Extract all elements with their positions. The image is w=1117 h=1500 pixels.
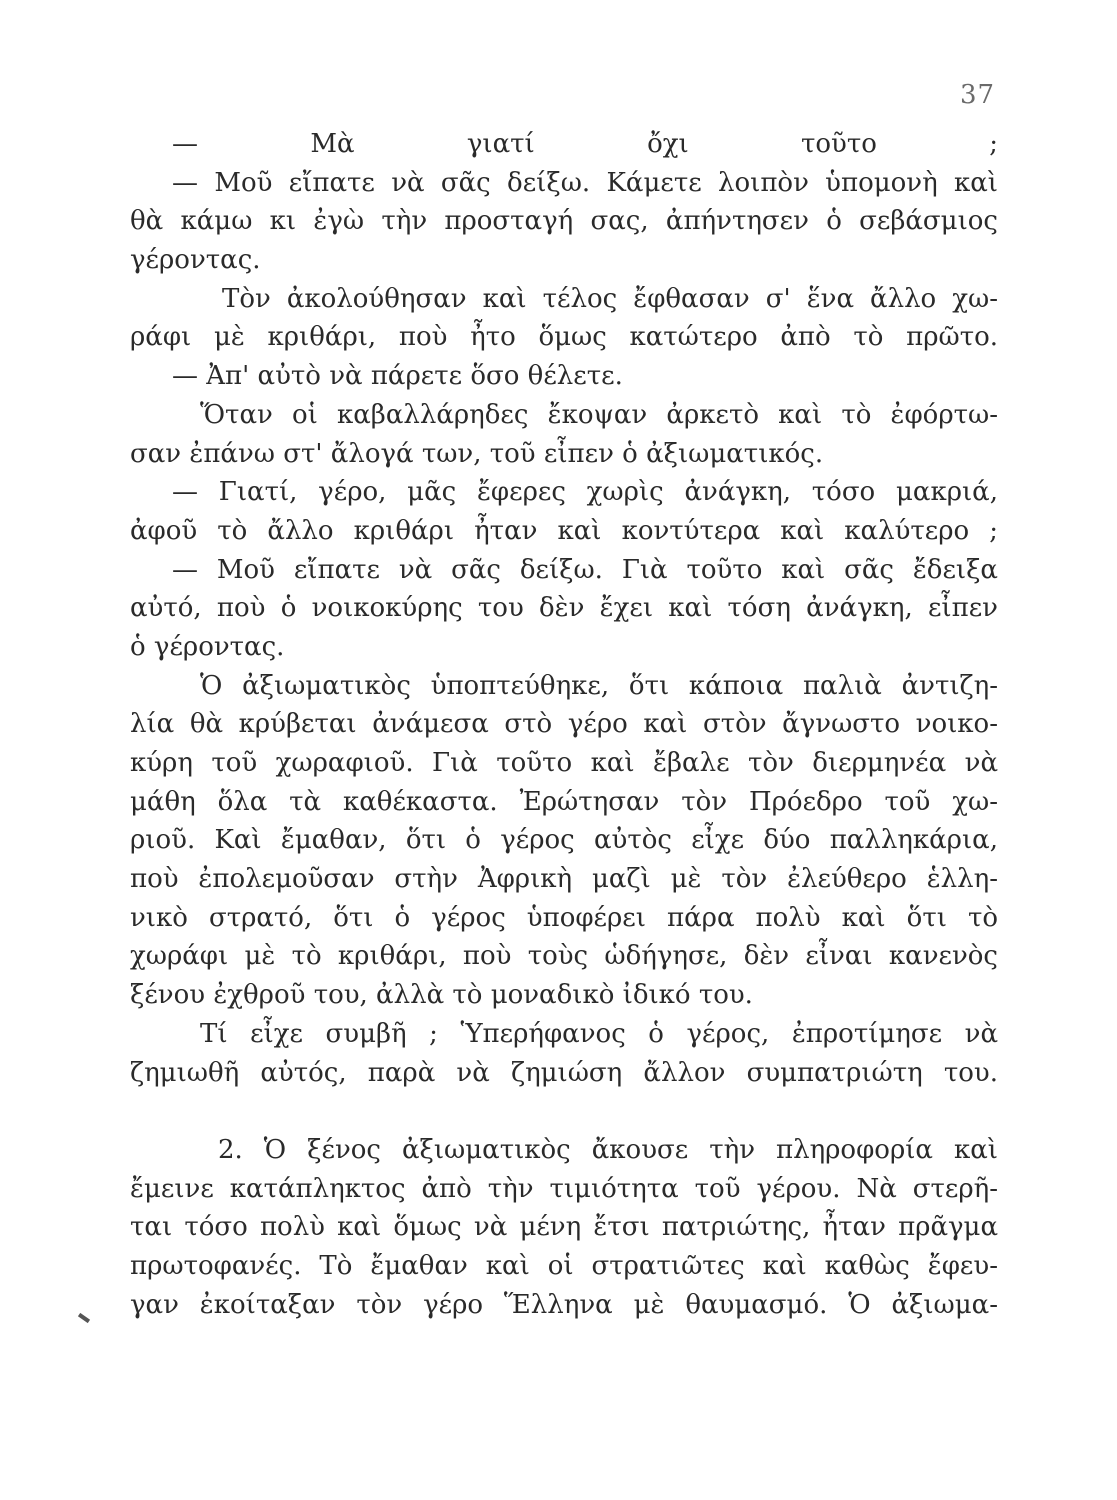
text-line: ξένου ἐχθροῦ του, ἀλλὰ τὸ μοναδικὸ ἰδικό του. [130, 980, 753, 1011]
body-text [130, 125, 998, 1324]
text-line: κύρη τοῦ χωραφιοῦ. Γιὰ τοῦτο καὶ ἔβαλε τὸν διερμηνέα νὰ [130, 748, 998, 778]
text-line: — Μοῦ εἴπατε νὰ σᾶς δείξω. Γιὰ τοῦτο καὶ σᾶς ἔδειξα [172, 554, 998, 585]
text-line: σαν ἐπάνω στ' ἄλογά των, τοῦ εἶπεν ὁ ἀξιωματικός. [130, 438, 824, 469]
text-line: ράφι μὲ κριθάρι, ποὺ ἦτο ὅμως κατώτερο ἀπὸ τὸ πρῶτο. [130, 322, 998, 353]
text-line: 2. Ὁ ξένος ἀξιωματικὸς ἄκουσε τὴν πληροφορία καὶ [218, 1134, 998, 1165]
text-line: ἔμεινε κατάπληκτος ἀπὸ τὴν τιμιότητα τοῦ γέρου. Νὰ στερῆ- [130, 1173, 998, 1204]
margin-mark [78, 1313, 90, 1323]
text-line: γαν ἐκοίταξαν τὸν γέρο Ἕλληνα μὲ θαυμασμό. Ὁ ἀξιωμα- [130, 1289, 998, 1320]
text-line: Ὅταν οἱ καβαλλάρηδες ἔκοψαν ἀρκετὸ καὶ τὸ ἐφόρτω- [200, 399, 998, 430]
text-line: πρωτοφανές. Τὸ ἔμαθαν καὶ οἱ στρατιῶτες καὶ καθὼς ἔφευ- [130, 1250, 998, 1281]
text-line: ριοῦ. Καὶ ἔμαθαν, ὅτι ὁ γέρος αὐτὸς εἶχε δύο παλληκάρια, [130, 825, 998, 856]
text-line: Τὸν ἀκολούθησαν καὶ τέλος ἔφθασαν σ' ἕνα ἄλλο χω- [222, 283, 998, 314]
text-line: Τί εἶχε συμβῆ ; Ὑπερήφανος ὁ γέρος, ἐπροτίμησε νὰ [200, 1018, 998, 1049]
text-line: θὰ κάμω κι ἐγὼ τὴν προσταγή σας, ἀπήντησεν ὁ σεβάσμιος [130, 206, 998, 237]
text-line: ἀφοῦ τὸ ἄλλο κριθάρι ἦταν καὶ κοντύτερα καὶ καλύτερο ; [130, 515, 998, 546]
text-line: γέροντας. [130, 245, 261, 276]
text-line: νικὸ στρατό, ὅτι ὁ γέρος ὑποφέρει πάρα πολὺ καὶ ὅτι τὸ [130, 902, 998, 933]
text-line: αὐτό, ποὺ ὁ νοικοκύρης του δὲν ἔχει καὶ τόση ἀνάγκη, εἶπεν [130, 593, 998, 624]
text-line: ζημιωθῆ αὐτός, παρὰ νὰ ζημιώση ἄλλον συμπατριώτη του. [130, 1057, 998, 1088]
text-line: χωράφι μὲ τὸ κριθάρι, ποὺ τοὺς ὡδήγησε, δὲν εἶναι κανενὸς [130, 941, 998, 972]
paragraph-gap [130, 1092, 998, 1131]
text-line: λία θὰ κρύβεται ἀνάμεσα στὸ γέρο καὶ στὸν ἄγνωστο νοικο- [130, 709, 998, 740]
page-number: 37 [960, 80, 996, 110]
text-line: — Μοῦ εἴπατε νὰ σᾶς δείξω. Κάμετε λοιπὸν ὑπομονὴ καὶ [172, 167, 998, 198]
text-line: — Μὰ γιατί ὄχι τοῦτο ; [172, 129, 998, 159]
text-line: ὁ γέροντας. [130, 631, 285, 662]
text-line: — Ἀπ' αὐτὸ νὰ πάρετε ὅσο θέλετε. [172, 361, 623, 392]
text-line: ποὺ ἐπολεμοῦσαν στὴν Ἀφρικὴ μαζὶ μὲ τὸν ἐλεύθερο ἑλλη- [130, 864, 998, 895]
text-line: Ὁ ἀξιωματικὸς ὑποπτεύθηκε, ὅτι κάποια παλιὰ ἀντιζη- [200, 670, 998, 701]
text-line: ται τόσο πολὺ καὶ ὅμως νὰ μένη ἔτσι πατριώτης, ἦταν πρᾶγμα [130, 1212, 998, 1243]
text-line: — Γιατί, γέρο, μᾶς ἔφερες χωρὶς ἀνάγκη, τόσο μακριά, [172, 477, 998, 508]
text-line: μάθη ὅλα τὰ καθέκαστα. Ἐρώτησαν τὸν Πρόεδρο τοῦ χω- [130, 786, 998, 817]
